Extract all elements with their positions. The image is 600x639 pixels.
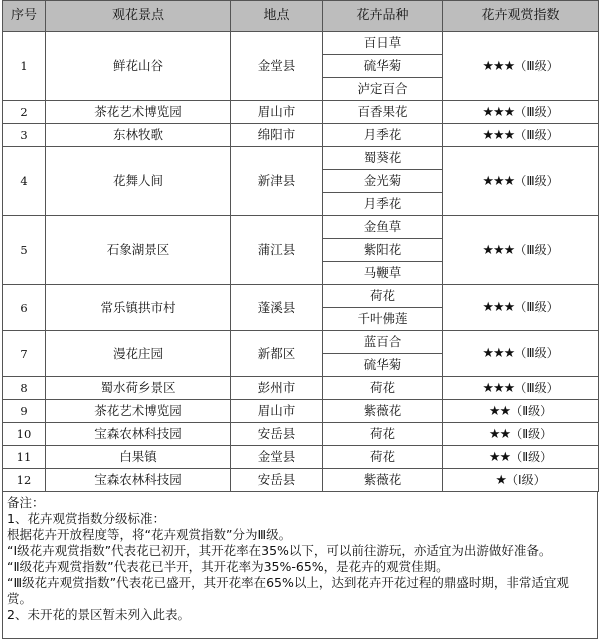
- viewing-level: （Ⅲ级）: [514, 380, 559, 395]
- row-spot: 鲜花山谷: [46, 32, 231, 101]
- row-location: 新都区: [231, 331, 323, 377]
- viewing-level: （Ⅲ级）: [514, 300, 559, 314]
- table-row: [3, 400, 599, 423]
- star-rating-icon: ★★★: [482, 346, 515, 361]
- row-viewing-index: [443, 423, 599, 446]
- table-body: [3, 1, 599, 492]
- row-viewing-index: [443, 124, 599, 147]
- star-rating-icon: ★★★: [482, 127, 515, 143]
- row-flower: 月季花: [323, 124, 443, 147]
- document-page: [2, 0, 598, 639]
- header-index: 序号: [3, 1, 46, 32]
- row-location: 新津县: [231, 147, 323, 216]
- row-location: 蒲江县: [231, 216, 323, 285]
- star-rating-icon: ★★: [488, 403, 511, 419]
- star-rating-icon: ★★★: [482, 104, 515, 120]
- row-flower: 紫薇花: [323, 469, 443, 492]
- viewing-level: （Ⅱ级）: [510, 403, 553, 418]
- row-spot: 东林牧歌: [46, 124, 231, 147]
- table-row: [3, 147, 599, 170]
- row-spot: 宝森农林科技园: [46, 423, 231, 446]
- table-row: [3, 285, 599, 308]
- row-index: 4: [3, 147, 46, 216]
- table-row: [3, 423, 599, 446]
- header-viewing-index: 花卉观赏指数: [443, 1, 599, 32]
- table-header-row: [3, 1, 599, 32]
- star-rating-icon: ★★★: [482, 173, 515, 189]
- row-viewing-index: [443, 285, 599, 331]
- viewing-level: （Ⅲ级）: [514, 104, 559, 119]
- row-flower: 紫阳花: [323, 239, 443, 262]
- row-flower: 马鞭草: [323, 262, 443, 285]
- row-spot: 常乐镇拱市村: [46, 285, 231, 331]
- row-location: 彭州市: [231, 377, 323, 400]
- row-flower: 月季花: [323, 193, 443, 216]
- row-index: 6: [3, 285, 46, 331]
- viewing-level: （Ⅲ级）: [514, 58, 559, 73]
- notes-title: 备注：: [7, 495, 45, 510]
- row-spot: 石象湖景区: [46, 216, 231, 285]
- notes-item-2: 2、未开花的景区暂未列入此表。: [7, 607, 190, 622]
- row-viewing-index: [443, 147, 599, 216]
- header-spot: 观花景点: [46, 1, 231, 32]
- table-row: [3, 124, 599, 147]
- row-index: 8: [3, 377, 46, 400]
- notes-section: [2, 492, 598, 639]
- notes-level-1: “Ⅰ级花卉观赏指数”代表花已初开，其开花率在35%以下，可以前往游玩，亦适宜为出游做好准备。: [7, 543, 552, 558]
- row-flower: 硫华菊: [323, 354, 443, 377]
- table-row: [3, 331, 599, 354]
- viewing-level: （Ⅲ级）: [514, 127, 559, 142]
- row-flower: 紫薇花: [323, 400, 443, 423]
- row-spot: 漫花庄园: [46, 331, 231, 377]
- table-row: [3, 32, 599, 55]
- row-location: 金堂县: [231, 32, 323, 101]
- notes-basis: 根据花卉开放程度等，将“花卉观赏指数”分为Ⅲ级。: [7, 527, 292, 542]
- row-location: 安岳县: [231, 423, 323, 446]
- row-index: 10: [3, 423, 46, 446]
- star-rating-icon: ★: [495, 472, 507, 488]
- row-index: 1: [3, 32, 46, 101]
- row-viewing-index: [443, 377, 599, 400]
- row-index: 5: [3, 216, 46, 285]
- row-index: 9: [3, 400, 46, 423]
- table-row: [3, 469, 599, 492]
- row-flower: 百香果花: [323, 101, 443, 124]
- row-flower: 千叶佛莲: [323, 308, 443, 331]
- row-location: 安岳县: [231, 469, 323, 492]
- notes-item-1: 1、花卉观赏指数分级标准：: [7, 511, 165, 526]
- row-index: 3: [3, 124, 46, 147]
- viewing-level: （Ⅱ级）: [510, 426, 553, 441]
- row-flower: 金鱼草: [323, 216, 443, 239]
- star-rating-icon: ★★★: [482, 58, 515, 74]
- star-rating-icon: ★★: [488, 449, 511, 465]
- table-row: [3, 377, 599, 400]
- row-flower: 荷花: [323, 446, 443, 469]
- row-location: 蓬溪县: [231, 285, 323, 331]
- row-viewing-index: [443, 469, 599, 492]
- row-index: 7: [3, 331, 46, 377]
- row-index: 12: [3, 469, 46, 492]
- star-rating-icon: ★★★: [482, 242, 515, 258]
- row-flower: 荷花: [323, 285, 443, 308]
- row-flower: 荷花: [323, 423, 443, 446]
- row-index: 2: [3, 101, 46, 124]
- row-index: 11: [3, 446, 46, 469]
- viewing-level: （Ⅱ级）: [510, 449, 553, 464]
- viewing-level: （Ⅲ级）: [514, 173, 559, 188]
- row-location: 眉山市: [231, 400, 323, 423]
- row-viewing-index: [443, 331, 599, 377]
- table-row: [3, 446, 599, 469]
- row-flower: 百日草: [323, 32, 443, 55]
- row-flower: 泸定百合: [323, 78, 443, 101]
- row-location: 眉山市: [231, 101, 323, 124]
- header-location: 地点: [231, 1, 323, 32]
- star-rating-icon: ★★: [488, 426, 511, 442]
- row-spot: 蜀水荷乡景区: [46, 377, 231, 400]
- row-flower: 金光菊: [323, 170, 443, 193]
- row-spot: 宝森农林科技园: [46, 469, 231, 492]
- row-spot: 白果镇: [46, 446, 231, 469]
- row-spot: 花舞人间: [46, 147, 231, 216]
- flower-index-table: [2, 0, 599, 492]
- row-spot: 茶花艺术博览园: [46, 400, 231, 423]
- row-flower: 硫华菊: [323, 55, 443, 78]
- star-rating-icon: ★★★: [482, 300, 515, 315]
- header-flower-variety: 花卉品种: [323, 1, 443, 32]
- row-location: 金堂县: [231, 446, 323, 469]
- row-flower: 蓝百合: [323, 331, 443, 354]
- viewing-level: （Ⅲ级）: [514, 242, 559, 257]
- table-row: [3, 216, 599, 239]
- row-flower: 蜀葵花: [323, 147, 443, 170]
- row-viewing-index: [443, 32, 599, 101]
- viewing-level: （Ⅰ级）: [506, 472, 546, 487]
- viewing-level: （Ⅲ级）: [514, 346, 559, 360]
- notes-level-3: “Ⅲ级花卉观赏指数”代表花已盛开，其开花率在65%以上，达到花卉开花过程的鼎盛时期，非常适宜观赏。: [7, 575, 569, 606]
- row-viewing-index: [443, 400, 599, 423]
- row-spot: 茶花艺术博览园: [46, 101, 231, 124]
- notes-level-2: “Ⅱ级花卉观赏指数”代表花已半开，其开花率为35%-65%，是花卉的观赏佳期。: [7, 559, 449, 574]
- row-flower: 荷花: [323, 377, 443, 400]
- row-viewing-index: [443, 216, 599, 285]
- row-location: 绵阳市: [231, 124, 323, 147]
- row-viewing-index: [443, 446, 599, 469]
- star-rating-icon: ★★★: [482, 380, 515, 396]
- row-viewing-index: [443, 101, 599, 124]
- table-row: [3, 101, 599, 124]
